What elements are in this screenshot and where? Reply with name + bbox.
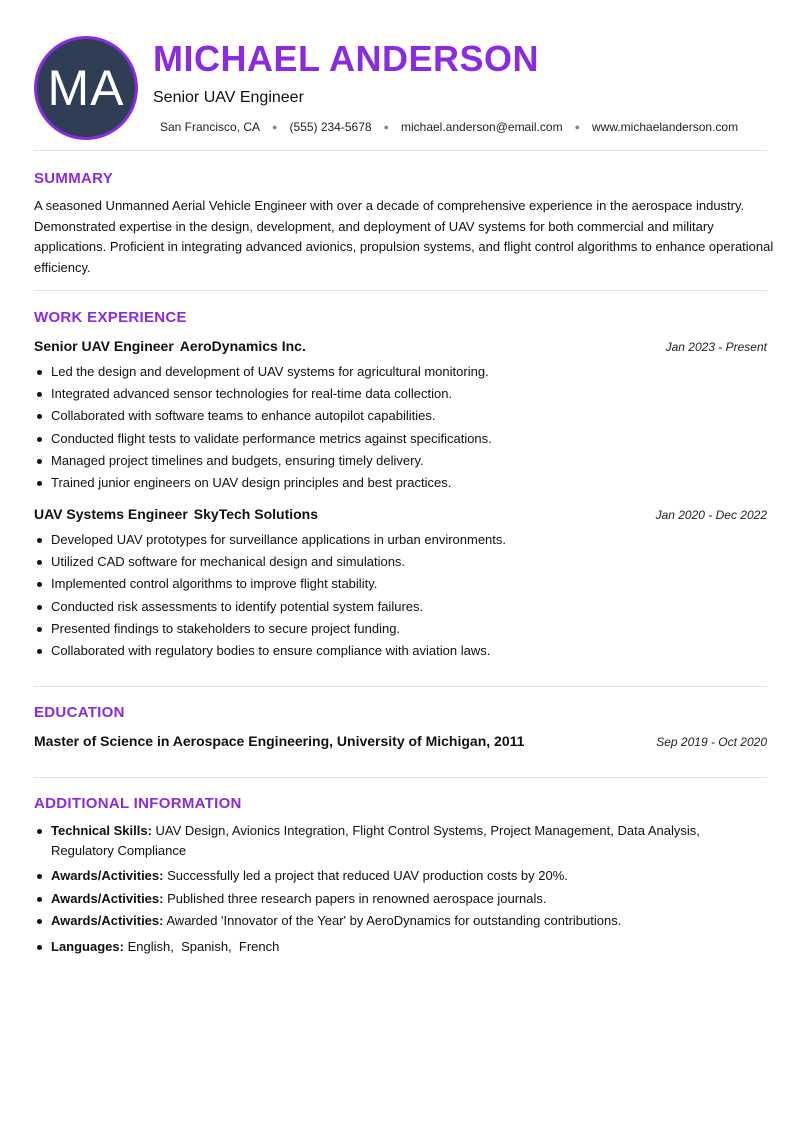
summary-text: A seasoned Unmanned Aerial Vehicle Engineer with over a decade of comprehensive experience in the aerospace industry. Demonstrated expertise in the design, development, and deployment of UAV systems for both commercial and military applications. Proficient in integrating advanced avionics, propulsion systems, and flight control algorithms to enhance operational efficiency. (34, 198, 774, 275)
additional-list (34, 821, 724, 959)
item-text: Published three research papers in renowned aerospace journals. (167, 890, 547, 906)
item-text: Successfully led a project that reduced UAV production costs by 20%. (167, 868, 568, 883)
list-item (34, 866, 724, 886)
divider (34, 686, 767, 687)
divider (34, 150, 767, 151)
contact-email[interactable]: michael.anderson@email.com (400, 120, 563, 134)
list-item: Utilized CAD software for mechanical design and simulations. (34, 551, 767, 573)
job-title: Senior UAV Engineer (34, 338, 174, 354)
list-item: Led the design and development of UAV systems for agricultural monitoring. (34, 361, 767, 383)
list-item: Trained junior engineers on UAV design principles and best practices. (34, 472, 767, 494)
job-header (34, 338, 767, 358)
candidate-name: MICHAEL ANDERSON (153, 38, 540, 79)
item-text: Awarded 'Innovator of the Year' by AeroDynamics for outstanding contributions. (166, 913, 622, 928)
item-label: Awards/Activities: (51, 868, 164, 883)
job-company: SkyTech Solutions (193, 506, 319, 522)
item-label: Languages: (51, 938, 124, 954)
job-title: UAV Systems Engineer (34, 506, 188, 522)
section-title-summary: SUMMARY (34, 170, 114, 187)
education-entry (34, 733, 767, 753)
job-title-line (34, 506, 318, 522)
list-item: Collaborated with software teams to enhance autopilot capabilities. (34, 405, 767, 427)
job-dates: Jan 2023 - Present (665, 340, 767, 354)
candidate-role: Senior UAV Engineer (153, 89, 304, 106)
item-label: Awards/Activities: (51, 890, 164, 906)
list-item (34, 937, 724, 957)
divider (34, 290, 767, 291)
list-item: Presented findings to stakeholders to secure project funding. (34, 618, 767, 640)
education-degree: Master of Science in Aerospace Engineering, University of Michigan, 2011 (34, 733, 525, 749)
contact-website[interactable]: www.michaelanderson.com (592, 120, 739, 134)
list-item: Implemented control algorithms to improve flight stability. (34, 573, 767, 595)
job-dates: Jan 2020 - Dec 2022 (655, 508, 767, 522)
separator-dot-icon: ● (272, 122, 278, 132)
job-title-line (34, 338, 306, 354)
list-item: Collaborated with regulatory bodies to ensure compliance with aviation laws. (34, 640, 767, 662)
list-item: Integrated advanced sensor technologies for real-time data collection. (34, 383, 767, 405)
list-item (34, 821, 724, 860)
section-title-experience: WORK EXPERIENCE (34, 309, 187, 326)
item-text: UAV Design, Avionics Integration, Flight Control Systems, Project Management, Data Analysis, Regulatory Compliance (51, 823, 700, 858)
job-company: AeroDynamics Inc. (179, 338, 306, 354)
section-title-additional: ADDITIONAL INFORMATION (34, 795, 242, 812)
job-header (34, 506, 767, 526)
job-bullets (34, 361, 767, 494)
item-label: Technical Skills: (51, 823, 152, 838)
contact-phone: (555) 234-5678 (289, 120, 372, 134)
section-title-education: EDUCATION (34, 704, 125, 721)
job-bullets (34, 529, 767, 662)
list-item: Managed project timelines and budgets, ensuring timely delivery. (34, 450, 767, 472)
divider (34, 777, 767, 778)
list-item (34, 911, 724, 931)
item-text: English, Spanish, French (127, 938, 280, 954)
list-item (34, 889, 724, 909)
avatar (34, 36, 138, 140)
list-item: Conducted risk assessments to identify potential system failures. (34, 596, 767, 618)
separator-dot-icon: ● (383, 122, 389, 132)
contact-bar (160, 120, 738, 134)
contact-location: San Francisco, CA (160, 120, 261, 134)
list-item: Conducted flight tests to validate performance metrics against specifications. (34, 428, 767, 450)
education-dates: Sep 2019 - Oct 2020 (656, 735, 767, 749)
item-label: Awards/Activities: (51, 913, 164, 928)
separator-dot-icon: ● (574, 122, 581, 132)
avatar-initials: MA (47, 60, 125, 116)
list-item: Developed UAV prototypes for surveillance applications in urban environments. (34, 529, 767, 551)
